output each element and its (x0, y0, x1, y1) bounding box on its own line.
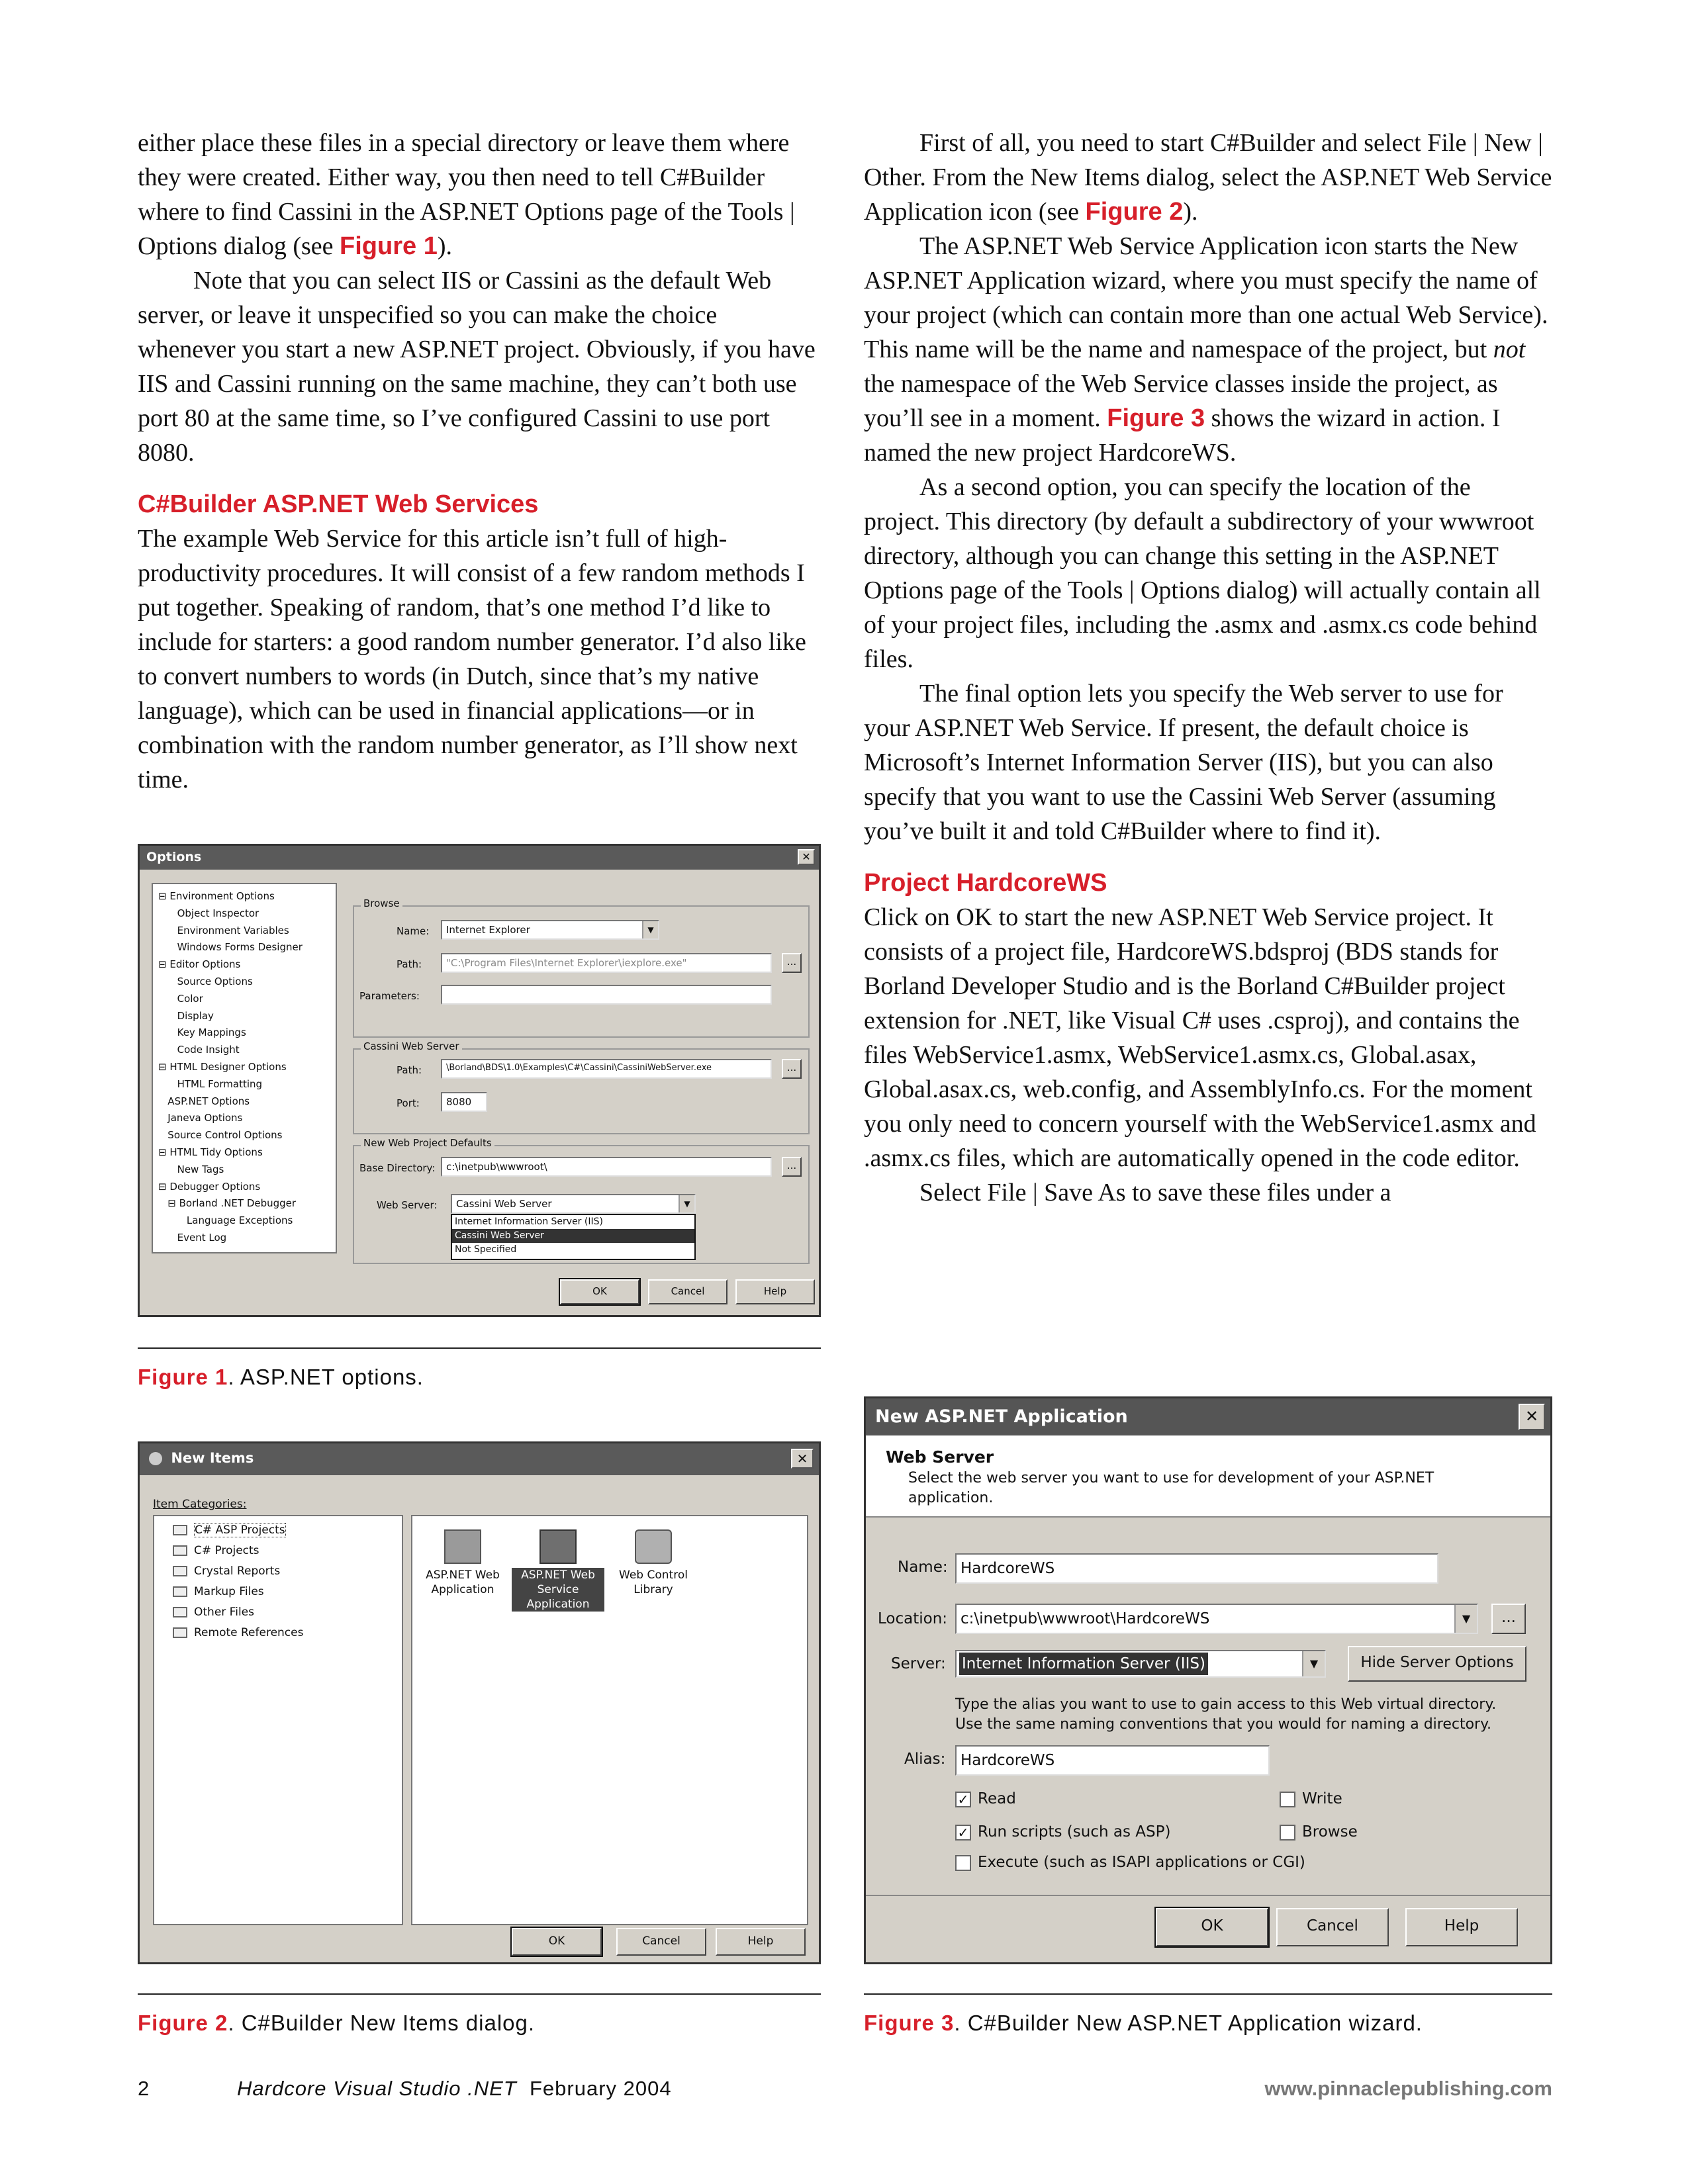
tree-item[interactable]: Event Log (158, 1231, 227, 1244)
tree-item[interactable]: Object Inspector (158, 907, 259, 919)
left-paragraph-3: The example Web Service for this article isn’t full of high-productivity procedures. It will consist of a few random methods I put together. Speaking of random, that’s one method I’d like to include for starters: a good random number generator. I’d also like to convert numbers to words (in Dutch, since that’s my native language), which can be used in financial applications—or in combination with the random number generator, as I’ll show next time. (138, 525, 806, 794)
dropdown-item[interactable]: Internet Information Server (IIS) (455, 1216, 603, 1227)
cassini-path-input[interactable]: \Borland\BDS\1.0\Examples\C#\Cassini\CassiniWebServer.exe (441, 1059, 772, 1079)
cancel-button[interactable]: Cancel (1276, 1908, 1389, 1946)
caption-rule (138, 1993, 821, 1995)
chevron-down-icon: ▼ (1454, 1605, 1477, 1633)
publisher-url: www.pinnaclepublishing.com (1264, 2077, 1552, 2100)
right-paragraph-5: Click on OK to start the new ASP.NET Web Service project. It consists of a project file, HardcoreWS.bdsproj (BDS stands for Borland Developer Studio and is the Borland C#Builder project extension for .NET, like Visual C# uses .csproj), and contains the files WebService1.asmx, WebService1.asmx.cs, Global.asax, Global.asax.cs, web.config, and AssemblyInfo.cs. For the moment you only need to concern yourself with the WebService1.asmx and .asmx.cs files, which are automatically opened in the code editor. (864, 903, 1536, 1172)
figure-2-new-items-dialog (138, 1441, 821, 1964)
tree-item[interactable]: New Tags (158, 1163, 224, 1175)
tree-item[interactable]: Code Insight (158, 1044, 240, 1056)
tree-item[interactable]: ⊟ Debugger Options (158, 1180, 261, 1193)
close-icon[interactable]: ✕ (1519, 1404, 1545, 1430)
right-paragraph-6: Select File | Save As to save these files under a (919, 1179, 1391, 1206)
server-select[interactable]: Internet Information Server (IIS) ▼ (955, 1650, 1326, 1678)
folder-icon (173, 1607, 187, 1617)
wizard-subheading: Select the web server you want to use for development of your ASP.NET application. (908, 1470, 1434, 1506)
check-icon: ✓ (955, 1792, 971, 1807)
browse-basedir-button[interactable]: ... (782, 1157, 802, 1177)
tree-item[interactable]: Key Mappings (158, 1026, 246, 1039)
chevron-down-icon: ▼ (679, 1195, 694, 1212)
browse-location-button[interactable]: ... (1491, 1604, 1526, 1634)
right-paragraph-3: As a second option, you can specify the location of the project. This directory (by default a subdirectory of your wwwroot directory, although you can change this setting in the ASP.NET Options page of the Tools | Options dialog) will actually contain all of your project files, including the .asmx and .asmx.cs code behind files. (864, 473, 1541, 673)
category-item[interactable]: Other Files (161, 1602, 395, 1623)
location-select[interactable]: c:\inetpub\wwwroot\HardcoreWS ▼ (955, 1604, 1478, 1634)
tree-item[interactable]: Display (158, 1009, 214, 1022)
name-label: Name: (397, 925, 430, 937)
execute-checkbox[interactable]: Execute (such as ISAPI applications or CGI) (955, 1854, 1305, 1871)
tree-item[interactable]: Language Exceptions (158, 1214, 293, 1227)
section-heading: Project HardcoreWS (864, 869, 1107, 897)
figure-1-options-dialog (138, 844, 821, 1317)
options-tree[interactable] (152, 883, 337, 1253)
help-button[interactable]: Help (735, 1279, 815, 1304)
header-panel (866, 1435, 1550, 1518)
dropdown-item[interactable]: Not Specified (455, 1244, 517, 1255)
categories-tree[interactable] (153, 1515, 403, 1925)
figure-ref: Figure 3 (1107, 404, 1205, 432)
parameters-input[interactable] (441, 985, 772, 1005)
cassini-path-label: Path: (397, 1064, 422, 1076)
right-paragraph-4: The final option lets you specify the Web server to use for your ASP.NET Web Service. If present, the default choice is Microsoft’s Internet Information Server (IIS), but you can also specify that you want to use the Cassini Web Server (assuming you’ve built it and told C#Builder where to find it). (864, 680, 1503, 845)
tree-item[interactable]: Janeva Options (158, 1112, 243, 1124)
location-label: Location: (878, 1610, 948, 1627)
browser-name-select[interactable]: Internet Explorer ▼ (441, 920, 659, 940)
left-column (138, 126, 820, 797)
hide-server-options-button[interactable]: Hide Server Options (1348, 1646, 1526, 1682)
tree-item[interactable]: Windows Forms Designer (158, 941, 303, 954)
ok-button[interactable]: OK (1156, 1908, 1268, 1946)
tree-item[interactable]: ⊟ HTML Tidy Options (158, 1146, 263, 1158)
tree-item[interactable]: ⊟ HTML Designer Options (158, 1060, 287, 1073)
items-panel[interactable] (411, 1515, 808, 1925)
port-label: Port: (397, 1097, 420, 1109)
base-directory-label: Base Directory: (359, 1162, 436, 1174)
dropdown-item[interactable]: Cassini Web Server (452, 1229, 694, 1243)
browse-path-button[interactable]: ... (782, 953, 802, 973)
dialog-title: Options (146, 850, 202, 864)
run-scripts-checkbox[interactable]: ✓ Run scripts (such as ASP) (955, 1823, 1170, 1841)
page-number: 2 (138, 2077, 150, 2100)
defaults-group: New Web Project Defaults (353, 1145, 810, 1264)
tree-item[interactable]: Source Options (158, 975, 253, 987)
caption-rule (864, 1993, 1552, 1995)
wizard-heading: Web Server (886, 1447, 994, 1467)
item-aspnet-web-service-application[interactable]: ASP.NET Web Service Application (512, 1529, 604, 1612)
tree-item[interactable]: Source Control Options (158, 1129, 283, 1142)
dialog-title: New Items (171, 1450, 254, 1466)
folder-icon (173, 1566, 187, 1576)
name-label: Name: (898, 1559, 948, 1576)
category-item[interactable]: C# ASP Projects (161, 1520, 395, 1541)
section-heading: C#Builder ASP.NET Web Services (138, 490, 539, 518)
project-name-input[interactable]: HardcoreWS (955, 1553, 1438, 1584)
figure-2-caption: Figure 2. C#Builder New Items dialog. (138, 2011, 536, 2035)
tree-item[interactable]: ⊟ Environment Options (158, 890, 275, 902)
caption-rule (138, 1347, 821, 1349)
figure-1-caption: Figure 1. ASP.NET options. (138, 1365, 424, 1389)
tree-item[interactable]: Color (158, 992, 203, 1005)
folder-icon (173, 1627, 187, 1638)
tree-item[interactable]: Environment Variables (158, 924, 289, 936)
web-control-library-icon (635, 1529, 672, 1564)
parameters-label: Parameters: (359, 990, 420, 1002)
right-column (864, 126, 1552, 1210)
tree-item[interactable]: HTML Formatting (158, 1077, 263, 1090)
left-paragraph-2: Note that you can select IIS or Cassini as the default Web server, or leave it unspecified so you can make the choice whenever you start a new ASP.NET project. Obviously, if you have IIS and Cassini running on the same machine, they can’t both use port 80 at the same time, so I’ve configured Cassini to use port 8080. (138, 267, 816, 467)
read-checkbox[interactable]: ✓ Read (955, 1790, 1016, 1807)
web-server-select[interactable]: Cassini Web Server ▼ (451, 1194, 696, 1214)
tree-item[interactable]: ⊟ Editor Options (158, 958, 241, 971)
figure-ref: Figure 1 (340, 232, 438, 260)
cassini-group: Cassini Web Server (353, 1048, 810, 1134)
cancel-button[interactable]: Cancel (648, 1279, 727, 1304)
folder-icon (173, 1586, 187, 1597)
tree-item[interactable]: ⊟ Borland .NET Debugger (158, 1197, 297, 1210)
right-paragraph-1: First of all, you need to start C#Builder and select File | New | Other. From the New Items dialog, select the ASP.NET Web Service Application icon (see Figure 2). (864, 129, 1552, 226)
figure-3-caption: Figure 3. C#Builder New ASP.NET Application wizard. (864, 2011, 1423, 2035)
journal-name: Hardcore Visual Studio .NET February 2004 (237, 2077, 672, 2100)
browse-checkbox[interactable]: Browse (1280, 1823, 1358, 1841)
chevron-down-icon: ▼ (642, 921, 658, 938)
title-bar (140, 1443, 819, 1475)
close-icon[interactable]: ✕ (791, 1449, 814, 1469)
folder-icon (173, 1545, 187, 1556)
server-label: Server: (891, 1655, 946, 1672)
ok-button[interactable]: OK (560, 1279, 639, 1304)
base-directory-input[interactable]: c:\inetpub\wwwroot\ (441, 1157, 772, 1177)
web-service-icon (539, 1529, 577, 1564)
app-icon (149, 1452, 162, 1465)
item-aspnet-web-application[interactable]: ASP.NET Web Application (416, 1529, 509, 1597)
help-button[interactable]: Help (1405, 1908, 1518, 1946)
close-icon[interactable]: ✕ (798, 849, 815, 865)
tree-item[interactable]: ASP.NET Options (158, 1095, 250, 1107)
category-item[interactable]: Markup Files (161, 1582, 395, 1602)
write-checkbox[interactable]: Write (1280, 1790, 1342, 1807)
cancel-button[interactable]: Cancel (616, 1928, 706, 1956)
alias-label: Alias: (904, 1751, 946, 1768)
right-paragraph-2: The ASP.NET Web Service Application icon starts the New ASP.NET Application wizard, where you must specify the name of your project (which can contain more than one actual Web Service). This name will be the name and namespace of the project, but not the namespace of the Web Service classes inside the project, as you’ll see in a moment. Figure 3 shows the wizard in action. I named the new project HardcoreWS. (864, 232, 1548, 467)
title-bar (140, 846, 819, 870)
port-input[interactable]: 8080 (441, 1092, 487, 1112)
alias-help-text: Type the alias you want to use to gain access to this Web virtual directory. Use the same naming conventions that you would for naming a directory. (955, 1696, 1497, 1733)
category-item[interactable]: Crystal Reports (161, 1561, 395, 1582)
left-paragraph-1: either place these files in a special directory or leave them where they were created. Either way, you then need to tell C#Builder where to find Cassini in the ASP.NET Options page of the Tools | Options dialog (see Figure 1). (138, 129, 795, 260)
figure-ref: Figure 2 (1085, 198, 1184, 226)
web-server-label: Web Server: (377, 1199, 438, 1211)
browse-group: Browse (353, 905, 810, 1038)
dialog-title: New ASP.NET Application (875, 1406, 1128, 1427)
figure-3-new-aspnet-application-dialog (864, 1396, 1552, 1964)
web-server-dropdown-list (451, 1214, 696, 1260)
title-bar (866, 1398, 1550, 1435)
browser-path-input[interactable]: "C:\Program Files\Internet Explorer\iexplore.exe" (441, 953, 772, 973)
browse-cassini-button[interactable]: ... (782, 1059, 802, 1079)
alias-input[interactable]: HardcoreWS (955, 1745, 1270, 1776)
ok-button[interactable]: OK (512, 1928, 602, 1956)
chevron-down-icon: ▼ (1302, 1651, 1325, 1676)
folder-icon (173, 1525, 187, 1535)
path-label: Path: (397, 958, 422, 970)
web-application-icon (444, 1529, 481, 1564)
item-web-control-library[interactable]: Web Control Library (607, 1529, 700, 1597)
categories-label: Item Categories: (153, 1498, 247, 1511)
help-button[interactable]: Help (716, 1928, 806, 1956)
category-item[interactable]: C# Projects (161, 1541, 395, 1561)
category-item[interactable]: Remote References (161, 1623, 395, 1643)
check-icon: ✓ (955, 1825, 971, 1841)
button-divider (866, 1895, 1550, 1896)
